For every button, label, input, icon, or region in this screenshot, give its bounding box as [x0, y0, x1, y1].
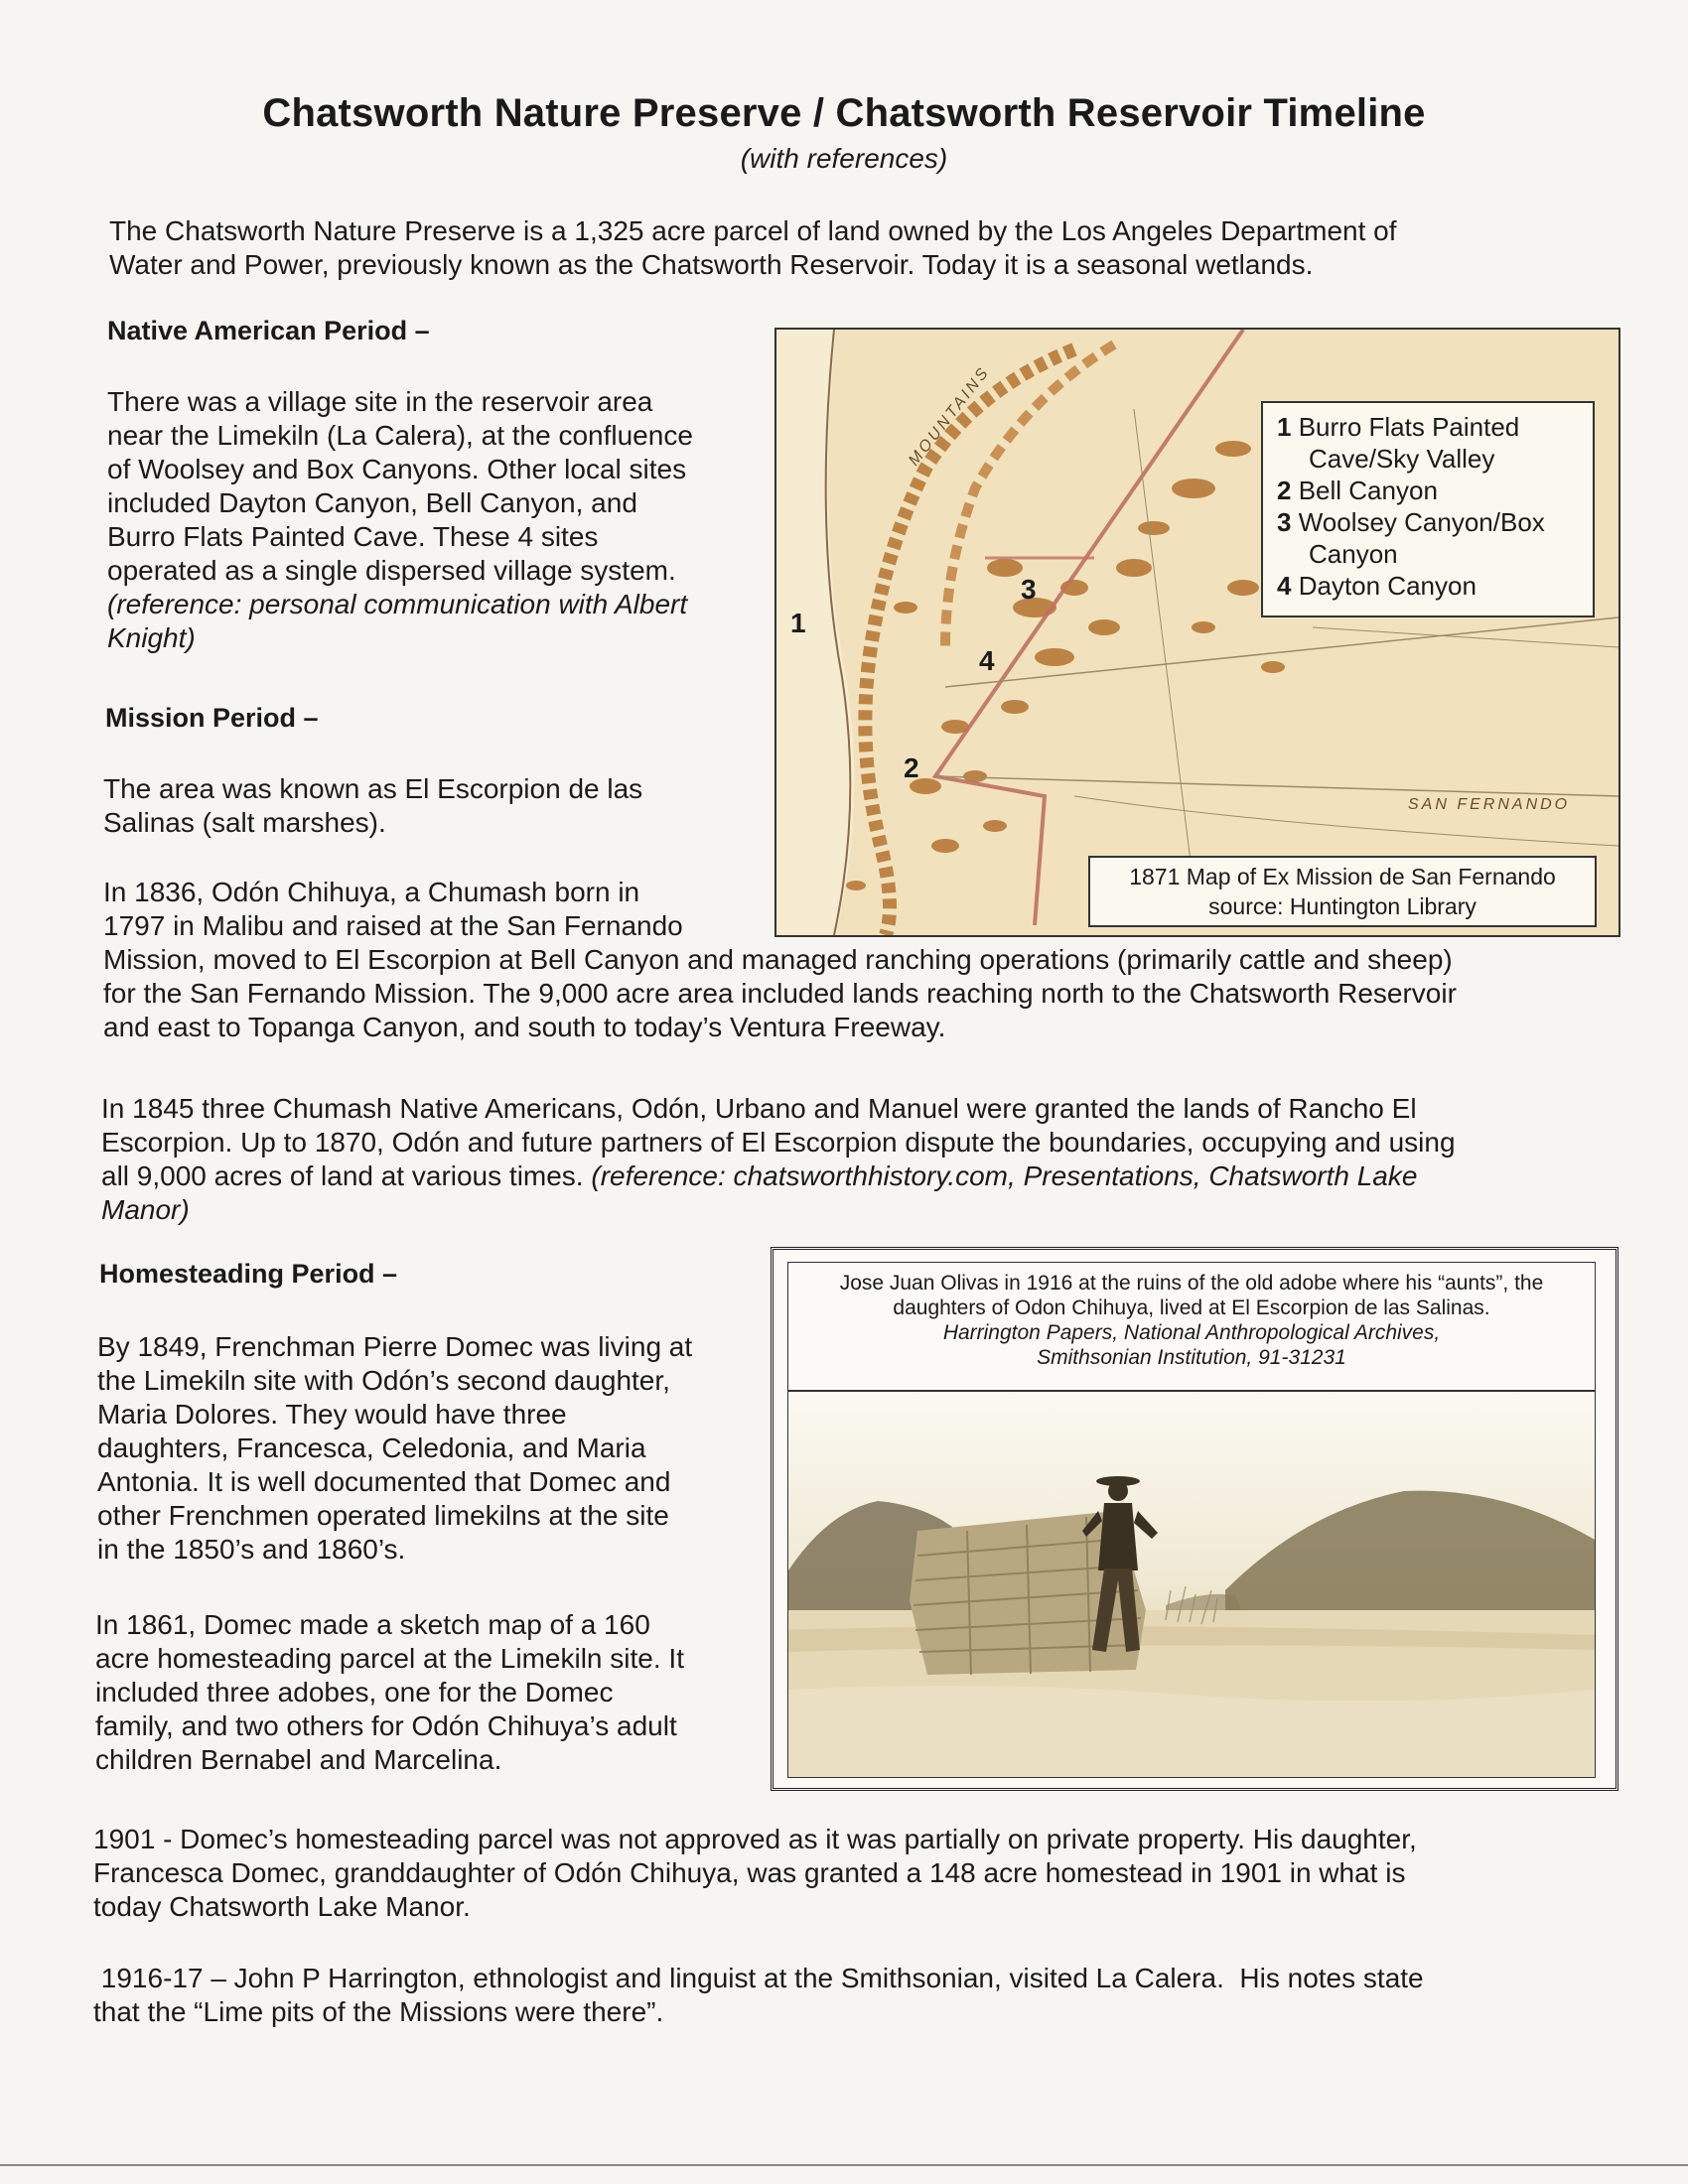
paragraph-1916 [93, 1962, 1642, 2029]
mission-paragraph-1 [103, 772, 759, 840]
legend-item [1277, 475, 1579, 506]
legend-text: Burro Flats Painted [1298, 412, 1520, 442]
historic-photo [787, 1391, 1596, 1778]
photo-caption-line: daughters of Odon Chihuya, lived at El Escorpion de las Salinas. [893, 1297, 1490, 1319]
mission-paragraph-3 [101, 1092, 1650, 1227]
photo-caption-credit: Smithsonian Institution, 91-31231 [1037, 1346, 1346, 1369]
photo-caption-line: Jose Juan Olivas in 1916 at the ruins of the old adobe where his “aunts”, the [839, 1272, 1544, 1295]
homestead-line: children Bernabel and Marcelina. [95, 1744, 502, 1775]
mission-heading: Mission Period – [105, 703, 319, 733]
intro-line: Water and Power, previously known as the Chatsworth Reservoir. Today it is a seasonal wetlands. [109, 249, 1314, 280]
homestead-line: included three adobes, one for the Domec [95, 1677, 614, 1707]
legend-text: Woolsey Canyon/Box [1298, 507, 1545, 537]
homestead-line: In 1861, Domec made a sketch map of a 160 [95, 1609, 650, 1640]
paragraph-1901 [93, 1823, 1642, 1924]
intro-line: The Chatsworth Nature Preserve is a 1,325 acre parcel of land owned by the Los Angeles Department of [109, 215, 1397, 246]
line-1901: Francesca Domec, granddaughter of Odón Chihuya, was granted a 148 acre homestead in 1901 in what is [93, 1857, 1406, 1888]
map-caption-line: 1871 Map of Ex Mission de San Fernando [1129, 864, 1556, 889]
adobe-ruins-illustration [788, 1392, 1596, 1778]
photo-caption [787, 1262, 1596, 1391]
native-line: operated as a single dispersed village system. [107, 555, 676, 586]
homestead-line: Antonia. It is well documented that Domec and [97, 1466, 671, 1497]
line-1901: today Chatsworth Lake Manor. [93, 1891, 471, 1922]
map-marker-4: 4 [979, 645, 995, 676]
homestead-line: family, and two others for Odón Chihuya’s adult [95, 1710, 677, 1741]
legend-text: Canyon [1309, 539, 1398, 569]
native-line: included Dayton Canyon, Bell Canyon, and [107, 487, 637, 518]
map-marker-1: 1 [790, 608, 806, 638]
homestead-line: the Limekiln site with Odón’s second daughter, [97, 1365, 670, 1396]
mission-line: In 1836, Odón Chihuya, a Chumash born in [103, 877, 640, 907]
mission-reference: (reference: chatsworthhistory.com, Presentations, Chatsworth Lake [591, 1160, 1418, 1191]
photo-caption-credit: Harrington Papers, National Anthropological Archives, [942, 1321, 1441, 1344]
homestead-line: other Frenchmen operated limekilns at the site [97, 1500, 669, 1531]
native-heading: Native American Period – [107, 316, 430, 345]
mission-line: and east to Topanga Canyon, and south to today’s Ventura Freeway. [103, 1012, 946, 1042]
map-figure [774, 328, 1620, 937]
legend-number: 1 [1277, 412, 1292, 442]
homestead-line: daughters, Francesca, Celedonia, and Maria [97, 1433, 646, 1463]
map-label-fernando: SAN FERNANDO [1408, 796, 1571, 813]
map-marker-2: 2 [904, 752, 919, 783]
homestead-line: in the 1850’s and 1860’s. [97, 1534, 406, 1565]
legend-item [1277, 506, 1579, 570]
map-marker-3: 3 [1021, 574, 1037, 605]
legend-number: 2 [1277, 476, 1292, 505]
map-caption-line: source: Huntington Library [1208, 893, 1477, 919]
native-paragraph [107, 385, 763, 655]
legend-number: 4 [1277, 571, 1292, 601]
intro-paragraph [109, 214, 1599, 282]
legend-number: 3 [1277, 507, 1292, 537]
map-legend [1261, 401, 1595, 617]
mission-line: for the San Fernando Mission. The 9,000 acre area included lands reaching north to the Chatsworth Reservoir [103, 978, 1457, 1009]
legend-item [1277, 570, 1579, 602]
mission-line: The area was known as El Escorpion de las [103, 773, 643, 804]
photo-figure [771, 1247, 1618, 1791]
native-reference: Knight) [107, 622, 196, 653]
legend-text: Dayton Canyon [1298, 571, 1477, 601]
native-line: near the Limekiln (La Calera), at the confluence [107, 420, 693, 451]
page-subtitle: (with references) [740, 143, 948, 174]
native-line: There was a village site in the reservoir area [107, 386, 653, 417]
native-line: of Woolsey and Box Canyons. Other local sites [107, 454, 687, 484]
line-1916: that the “Lime pits of the Missions were there”. [93, 1996, 664, 2027]
map-caption [1088, 856, 1597, 927]
mission-line: In 1845 three Chumash Native Americans, Odón, Urbano and Manuel were granted the lands of Rancho El [101, 1093, 1417, 1124]
homestead-paragraph-1 [97, 1330, 763, 1567]
line-1916: 1916-17 – John P Harrington, ethnologist and linguist at the Smithsonian, visited La Calera. His notes state [93, 1963, 1424, 1993]
page-title: Chatsworth Nature Preserve / Chatsworth Reservoir Timeline [262, 91, 1426, 135]
mission-line [101, 1160, 1650, 1193]
native-line: Burro Flats Painted Cave. These 4 sites [107, 521, 599, 552]
native-reference: (reference: personal communication with Albert [107, 589, 688, 619]
bottom-rule [0, 2164, 1688, 2166]
legend-item [1277, 411, 1579, 475]
homestead-line: acre homesteading parcel at the Limekiln site. It [95, 1643, 684, 1674]
homestead-heading: Homesteading Period – [99, 1259, 398, 1289]
mission-text: all 9,000 acres of land at various times. [101, 1160, 592, 1191]
mission-line: 1797 in Malibu and raised at the San Fernando [103, 910, 683, 941]
mission-line: Escorpion. Up to 1870, Odón and future partners of El Escorpion dispute the boundaries, occupying and using [101, 1127, 1456, 1158]
homestead-paragraph-2 [95, 1608, 761, 1777]
homestead-line: Maria Dolores. They would have three [97, 1399, 567, 1430]
homestead-line: By 1849, Frenchman Pierre Domec was living at [97, 1331, 693, 1362]
mission-line: Salinas (salt marshes). [103, 807, 386, 838]
mission-reference: Manor) [101, 1194, 190, 1225]
legend-text: Cave/Sky Valley [1309, 444, 1495, 474]
mission-line: Mission, moved to El Escorpion at Bell Canyon and managed ranching operations (primarily cattle and sheep) [103, 944, 1453, 975]
line-1901: 1901 - Domec’s homesteading parcel was not approved as it was partially on private property. His daughter, [93, 1824, 1417, 1854]
legend-text: Bell Canyon [1298, 476, 1438, 505]
map-label-mountains: MOUNTAINS [906, 363, 994, 470]
